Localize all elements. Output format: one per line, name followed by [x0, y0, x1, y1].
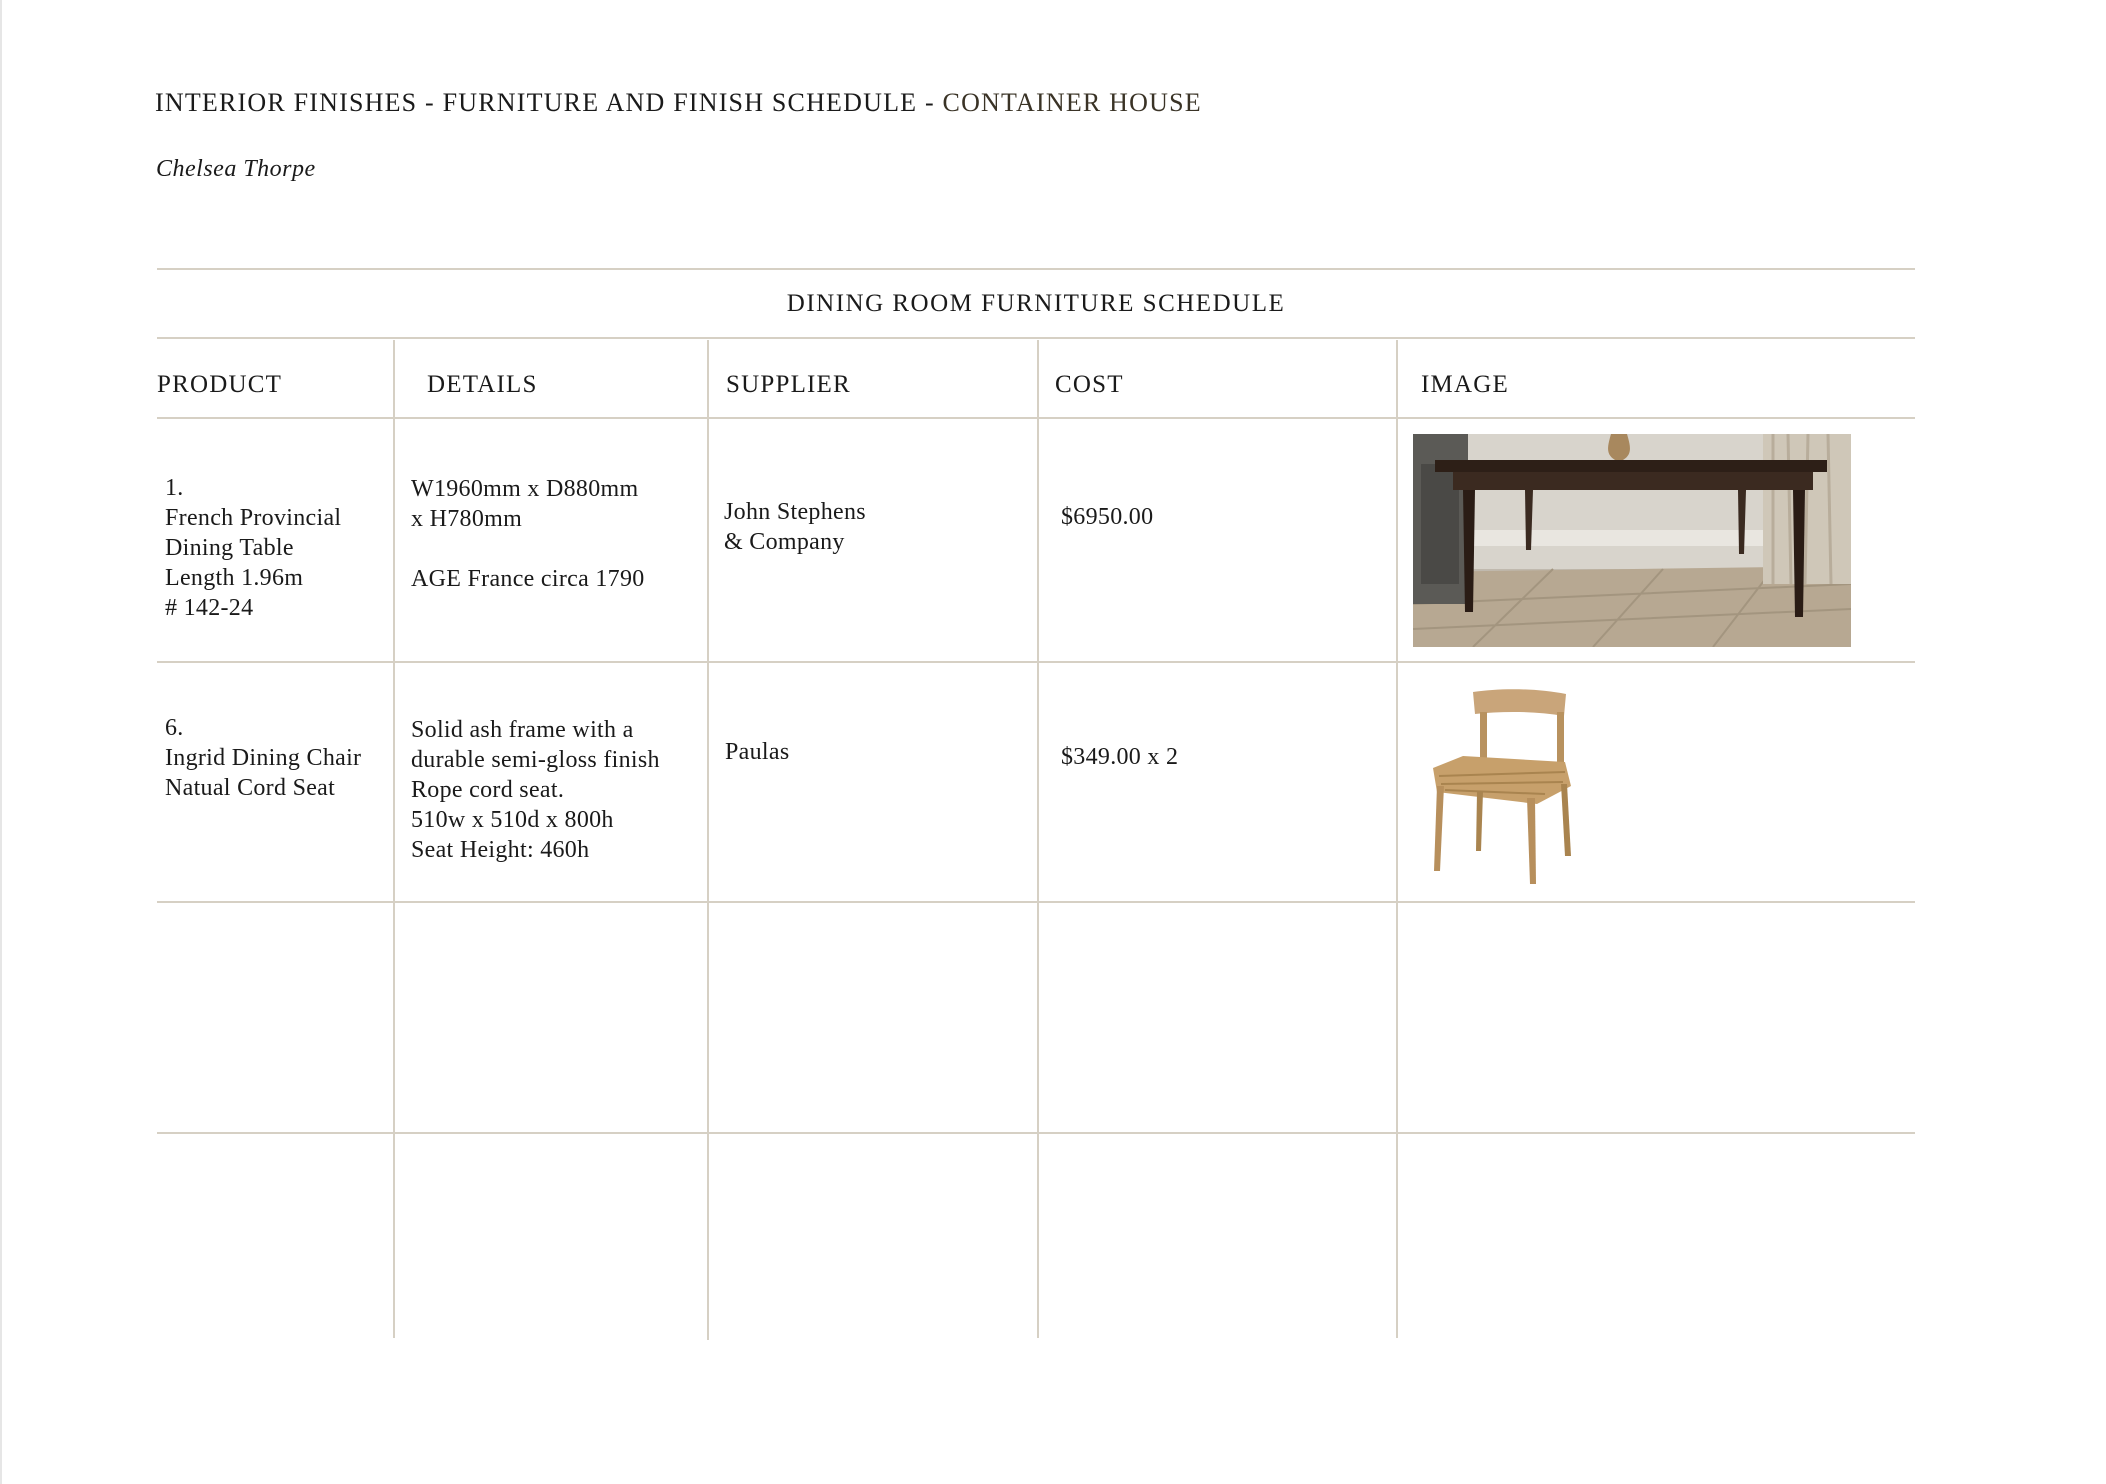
document-title-main: INTERIOR FINISHES - FURNITURE AND FINISH SCHEDULE -: [155, 88, 943, 117]
row-1-bottom-rule: [157, 661, 1915, 663]
column-header-image: IMAGE: [1421, 371, 1509, 398]
schedule-title: DINING ROOM FURNITURE SCHEDULE: [786, 290, 1286, 317]
column-divider-1: [393, 340, 395, 1338]
dining-table-photo: [1413, 434, 1851, 647]
project-name: CONTAINER HOUSE: [942, 88, 1202, 117]
column-header-product: PRODUCT: [157, 371, 283, 398]
row-2-cost: $349.00 x 2: [1061, 744, 1179, 770]
table-top-rule: [157, 268, 1915, 270]
title-bottom-rule: [157, 337, 1915, 339]
column-divider-4: [1396, 340, 1398, 1338]
column-header-cost: COST: [1055, 371, 1124, 398]
row-3-bottom-rule: [157, 1132, 1915, 1134]
page-edge: [0, 0, 2, 1484]
row-2-product: 6. Ingrid Dining Chair Natual Cord Seat: [165, 715, 362, 801]
column-header-supplier: SUPPLIER: [726, 371, 851, 398]
row-2-details: Solid ash frame with a durable semi-gloss finish Rope cord seat. 510w x 510d x 800h Seat Height: 460h: [411, 717, 660, 863]
column-divider-3: [1037, 340, 1039, 1338]
row-1-cost: $6950.00: [1061, 504, 1154, 530]
author-name: Chelsea Thorpe: [156, 156, 316, 182]
row-2-supplier: Paulas: [725, 739, 790, 765]
column-header-details: DETAILS: [427, 371, 538, 398]
row-1-supplier: John Stephens & Company: [724, 499, 866, 555]
header-bottom-rule: [157, 417, 1915, 419]
dining-chair-photo: [1425, 686, 1575, 886]
row-1-details: W1960mm x D880mm x H780mm AGE France circa 1790: [411, 476, 645, 592]
row-2-bottom-rule: [157, 901, 1915, 903]
document-title: [155, 88, 1202, 118]
column-divider-2: [707, 340, 709, 1340]
row-1-product: 1. French Provincial Dining Table Length 1.96m # 142-24: [165, 475, 342, 621]
